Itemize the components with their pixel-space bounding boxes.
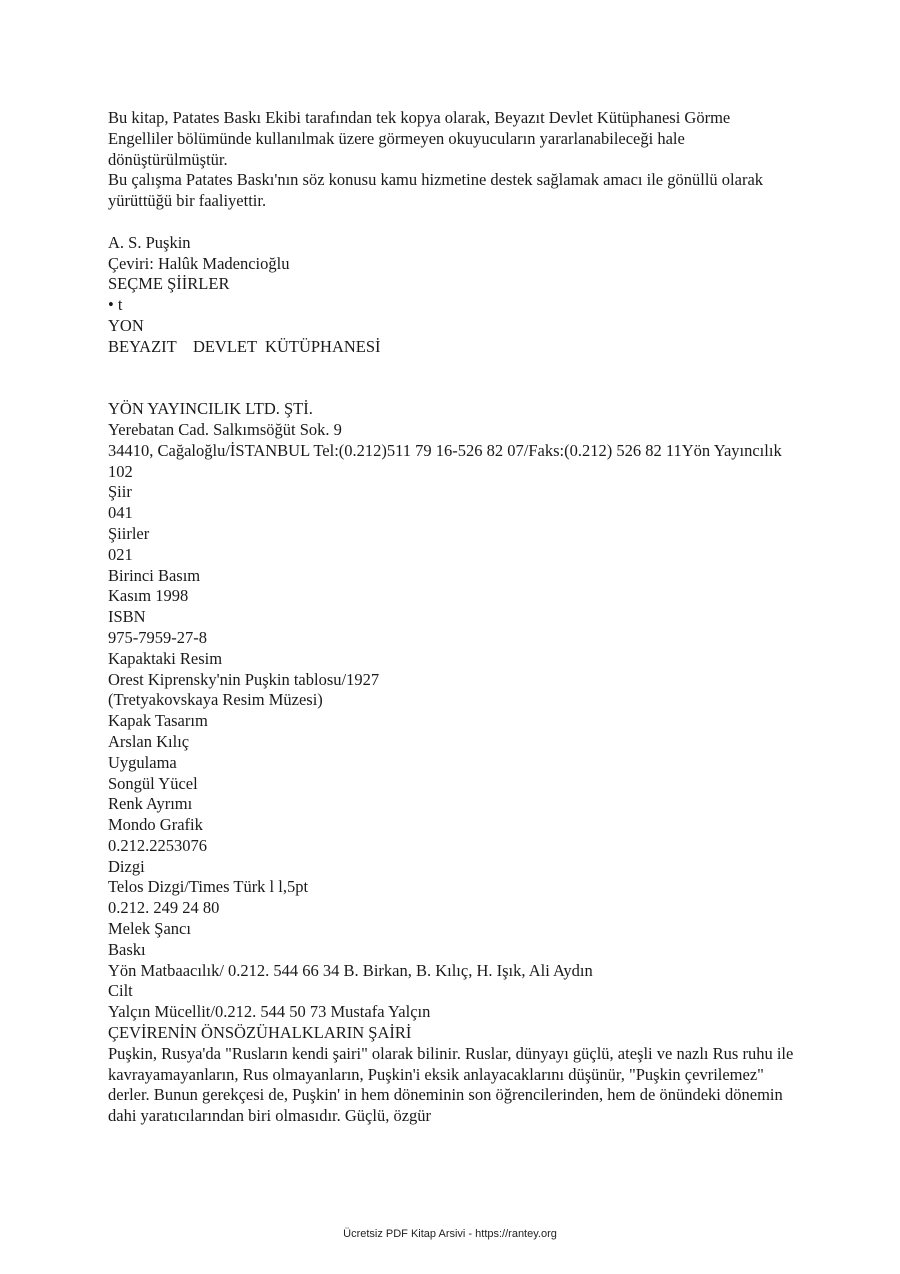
section-heading: ÇEVİRENİN ÖNSÖZÜHALKLARIN ŞAİRİ [108,1023,412,1043]
intro-paragraph-2: Bu çalışma Patates Baskı'nın söz konusu kamu hizmetine destek sağlamak amacı ile gönüllü olarak yürüttüğü bir faaliyettir. [108,170,768,211]
author-line: A. S. Puşkin [108,232,191,252]
colophon-line: Kapaktaki Resim [108,648,223,668]
colophon-line: 975-7959-27-8 [108,627,207,647]
colophon-line: Telos Dizgi/Times Türk l l,5pt [108,877,309,897]
page-content [108,108,798,1127]
colophon-line: 021 [108,544,133,564]
colophon-line: Dizgi [108,856,145,876]
colophon-line: Birinci Basım [108,565,201,585]
colophon-line: 041 [108,503,133,523]
scan-artifact-line: • t [108,295,123,315]
colophon-line: Yön Matbaacılık/ 0.212. 544 66 34 B. Birkan, B. Kılıç, H. Işık, Ali Aydın [108,960,593,980]
translator-line: Çeviri: Halûk Madencioğlu [108,253,290,273]
library-stamp: BEYAZIT DEVLET KÜTÜPHANESİ [108,336,381,356]
publisher-short: YON [108,315,144,335]
colophon-line: Songül Yücel [108,773,198,793]
colophon-line: Mondo Grafik [108,815,203,835]
intro-paragraph-1: Bu kitap, Patates Baskı Ekibi tarafından tek kopya olarak, Beyazıt Devlet Kütüphanesi Görme Engelliler bölümünde kullanılmak üzere görmeyen okuyucuların yararlanabileceği hale dönüştürülmüştür. [108,108,735,169]
colophon-line: Baskı [108,939,146,959]
colophon-line: Kapak Tasarım [108,711,208,731]
colophon-line: Arslan Kılıç [108,731,190,751]
body-paragraph: Puşkin, Rusya'da "Rusların kendi şairi" olarak bilinir. Ruslar, dünyayı güçlü, ateşli ve nazlı Rus ruhu ile kavrayamayanların, Rus olmayanların, Puşkin'i eksik anlayacaklarını düşünür, "Puşkin çevrilemez" derler. Bunun gerekçesi de, Puşkin' in hem döneminin son öğrencilerinden, hem de önündeki dönemin dahi yaratıcılarından biri olmasıdır. Güçlü, özgür [108,1043,798,1126]
colophon-line: Kasım 1998 [108,586,189,606]
spacer [108,212,794,233]
colophon-line: Yalçın Mücellit/0.212. 544 50 73 Mustafa Yalçın [108,1002,431,1022]
colophon-line: Uygulama [108,752,177,772]
colophon-line: Şiir [108,482,132,502]
book-title: SEÇME ŞİİRLER [108,274,230,294]
colophon-line: ISBN [108,607,146,627]
spacer [108,358,794,400]
colophon-line: 0.212.2253076 [108,835,207,855]
publisher-contact: 34410, Cağaloğlu/İSTANBUL Tel:(0.212)511 79 16-526 82 07/Faks:(0.212) 526 82 11Yön Yayıncılık [108,440,782,460]
colophon-line: Renk Ayrımı [108,794,193,814]
colophon-line: (Tretyakovskaya Resim Müzesi) [108,690,323,710]
colophon-line: Şiirler [108,523,150,543]
colophon-line: 0.212. 249 24 80 [108,898,220,918]
colophon-line: Orest Kiprensky'nin Puşkin tablosu/1927 [108,669,380,689]
publisher-address: Yerebatan Cad. Salkımsöğüt Sok. 9 [108,419,342,439]
page-footer: Ücretsiz PDF Kitap Arsivi - https://rantey.org [343,1228,557,1240]
colophon-line: 102 [108,461,133,481]
colophon-list [108,462,794,1024]
colophon-line: Melek Şancı [108,919,191,939]
colophon-line: Cilt [108,981,133,1001]
publisher-name: YÖN YAYINCILIK LTD. ŞTİ. [108,399,313,419]
